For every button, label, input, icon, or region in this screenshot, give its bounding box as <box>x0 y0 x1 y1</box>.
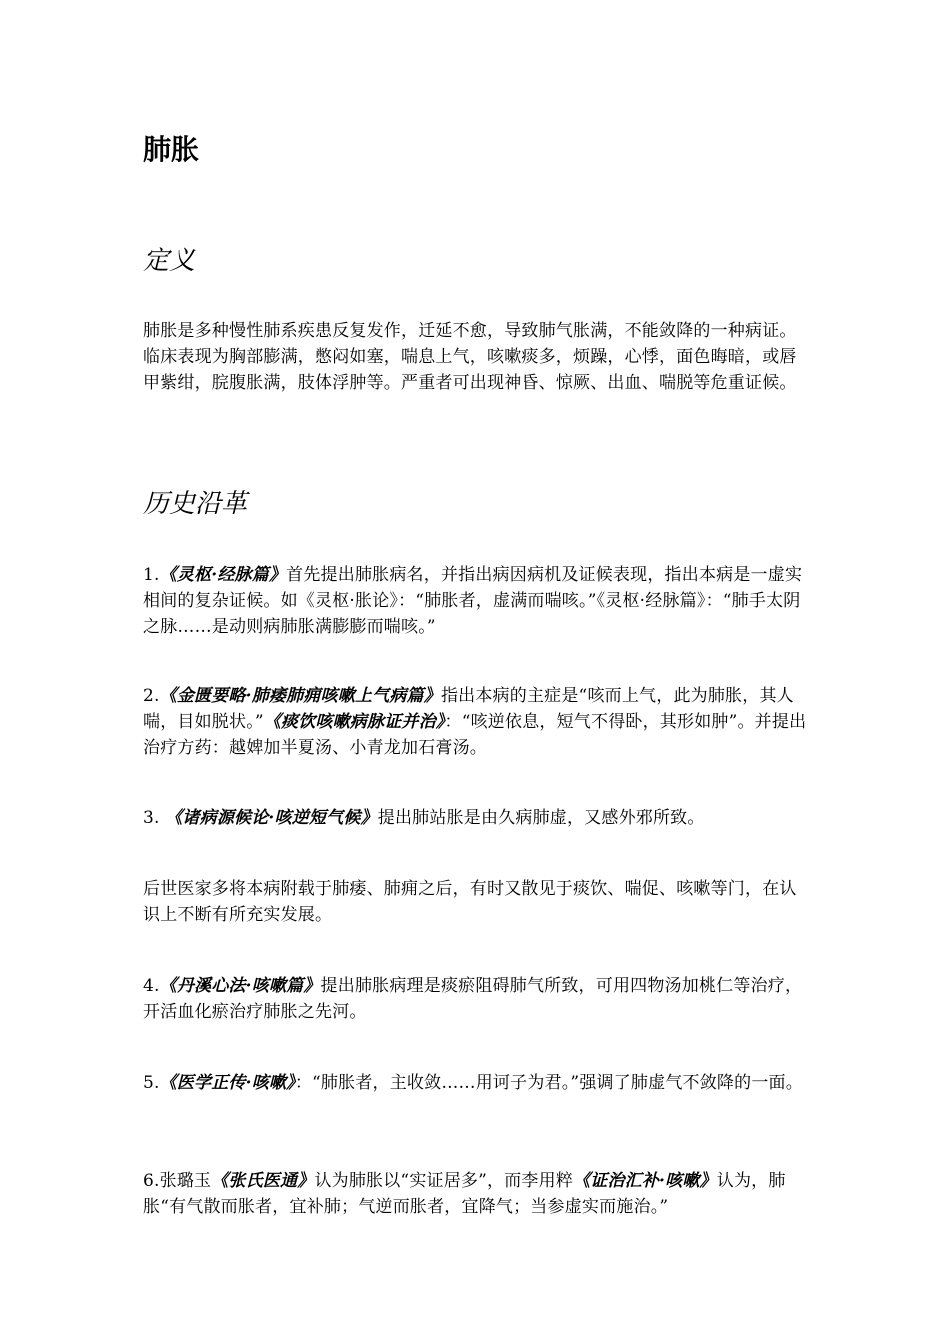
item-number: 1. <box>143 565 160 585</box>
item-number: 5. <box>143 1073 160 1093</box>
book-reference: 《医学正传·咳嗽》 <box>159 1073 295 1093</box>
item-text-2: ：“咳逆依息，短气不得卧，其形如肿”。并提出治疗方药：越婢加半夏汤、小青龙加石膏汤。 <box>143 712 807 758</box>
item-text: ：“肺胀者，主收敛……用诃子为君。”强调了肺虚气不敛降的一面。 <box>294 1073 803 1093</box>
book-reference: 《灵枢·经脉篇》 <box>159 565 287 585</box>
history-item-6 <box>143 1168 813 1220</box>
item-text: 指出本病的主症是“咳而上气，此为肺胀，其人喘，目如脱状。” <box>143 686 794 732</box>
item-text: 提出肺胀病理是痰瘀阻碍肺气所致，可用四物汤加桃仁等治疗，开活血化瘀治疗肺胀之先河。 <box>143 976 803 1022</box>
item-text: 提出肺站胀是由久病肺虚，又感外邪所致。 <box>377 808 705 828</box>
book-reference-2: 《痰饮咳嗽病脉证并治》 <box>263 712 445 732</box>
item-number: 2. <box>143 686 160 706</box>
history-item-3 <box>143 805 813 831</box>
history-item-4 <box>143 973 813 1025</box>
item-prefix: 张璐玉 <box>159 1171 212 1191</box>
book-reference: 《金匮要略·肺痿肺痈咳嗽上气病篇》 <box>159 686 441 706</box>
item-number: 4. <box>143 976 160 996</box>
item-text: 首先提出肺胀病名，并指出病因病机及证候表现，指出本病是一虚实相间的复杂证候。如《灵枢·胀论》：“肺胀者，虚满而喘咳。”《灵枢·经脉篇》：“肺手太阴之脉……是动则病肺胀满膨膨而喘咳。” <box>143 565 803 637</box>
item-number: 6. <box>143 1171 160 1191</box>
section-heading-definition: 定义 <box>143 246 196 276</box>
history-note-paragraph: 后世医家多将本病附载于肺痿、肺痈之后，有时又散见于痰饮、喘促、咳嗽等门，在认识上不断有所充实发展。 <box>143 879 797 925</box>
section-heading-history: 历史沿革 <box>143 489 248 519</box>
history-item-1 <box>143 562 813 640</box>
history-item-5 <box>143 1070 813 1096</box>
history-item-2 <box>143 683 813 761</box>
book-reference: 《诸病源候论·咳逆短气候》 <box>165 808 378 828</box>
book-reference: 《丹溪心法·咳嗽篇》 <box>159 976 321 996</box>
item-text-2: 认为，肺胀“有气散而胀者，宜补肺；气逆而胀者，宜降气；当参虚实而施治。” <box>143 1171 786 1217</box>
item-number: 3. <box>143 808 166 828</box>
book-reference: 《张氏医通》 <box>211 1171 315 1191</box>
definition-paragraph: 肺胀是多种慢性肺系疾患反复发作，迁延不愈，导致肺气胀满，不能敛降的一种病证。临床表现为胸部膨满，憋闷如塞，喘息上气，咳嗽痰多，烦躁，心悸，面色晦暗，或唇甲紫绀，脘腹胀满，肢体浮肿等。严重者可出现神昏、惊厥、出血、喘脱等危重证候。 <box>143 321 797 393</box>
book-reference-2: 《证治汇补·咳嗽》 <box>573 1171 717 1191</box>
item-text: 认为肺胀以“实证居多”，而李用粹 <box>314 1171 574 1191</box>
page-title: 肺胀 <box>143 133 200 166</box>
